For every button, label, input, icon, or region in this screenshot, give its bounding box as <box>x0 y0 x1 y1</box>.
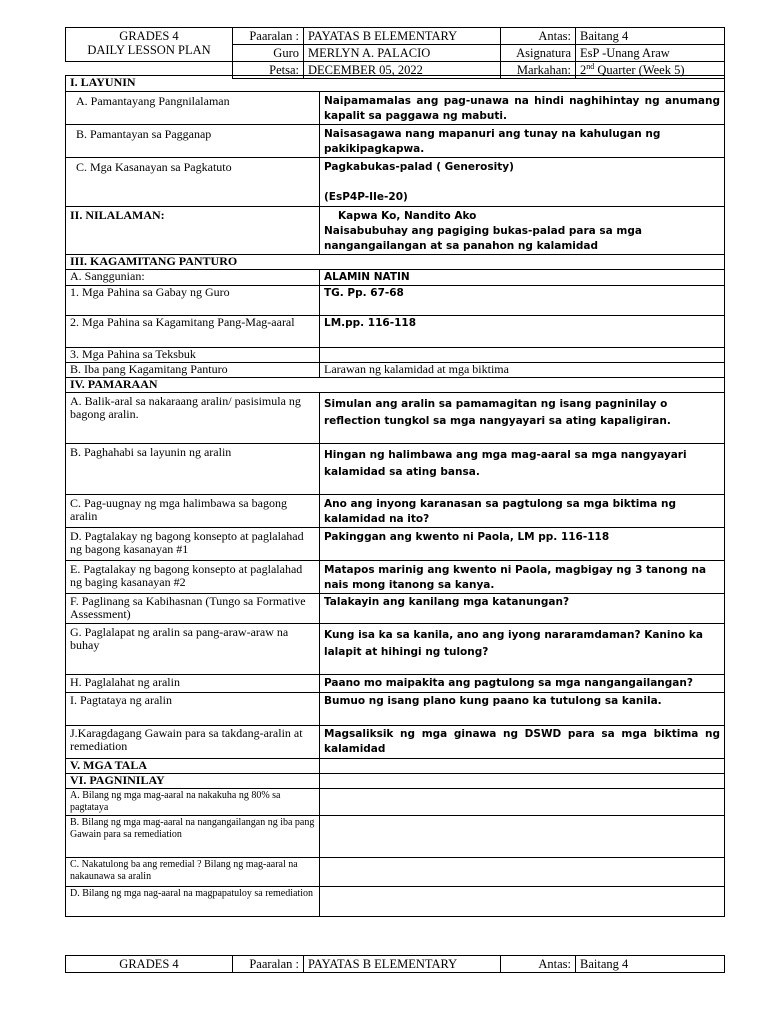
pagninilay-c-label: C. Nakatulong ba ang remedial ? Bilang ng mag-aaral na nakaunawa sa aralin <box>66 858 320 887</box>
antas-label: Antas: <box>501 28 576 45</box>
pamaraan-c-value: Ano ang inyong karanasan sa pagtulong sa mga biktima ng kalamidad na ito? <box>320 495 725 528</box>
paaralan-label: Paaralan : <box>233 28 304 45</box>
pamaraan-a-label: A. Balik-aral sa nakaraang aralin/ pasisimula ng bagong aralin. <box>66 393 320 444</box>
header-table <box>65 27 725 79</box>
antas-value: Baitang 4 <box>576 28 725 45</box>
guro-label: Guro <box>233 45 304 62</box>
teksbuk-label: 3. Mga Pahina sa Teksbuk <box>66 348 320 363</box>
pamaraan-e-label: E. Pagtalakay ng bagong konsepto at paglalahad ng baging kasanayan #2 <box>66 561 320 594</box>
footer-antas-label: Antas: <box>501 956 576 973</box>
footer-antas-value: Baitang 4 <box>576 956 725 973</box>
layunin-c-value-1: Pagkabukas-palad ( Generosity) <box>324 161 514 173</box>
pamaraan-f-label: F. Paglinang sa Kabihasnan (Tungo sa Formative Assessment) <box>66 594 320 624</box>
pamaraan-c-label: C. Pag-uugnay ng mga halimbawa sa bagong aralin <box>66 495 320 528</box>
layunin-b-label: B. Pamantayan sa Pagganap <box>66 125 320 158</box>
gabay-guro-label: 1. Mga Pahina sa Gabay ng Guro <box>66 286 320 316</box>
paaralan-value: PAYATAS B ELEMENTARY <box>304 28 501 45</box>
pamaraan-b-label: B. Paghahabi sa layunin ng aralin <box>66 444 320 495</box>
pamaraan-d-value: Pakinggan ang kwento ni Paola, LM pp. 116-118 <box>320 528 725 561</box>
lesson-plan-table <box>65 75 725 917</box>
section-nilalaman: II. NILALAMAN: <box>66 207 320 255</box>
pamaraan-g-label: G. Paglalapat ng aralin sa pang-araw-araw na buhay <box>66 624 320 675</box>
mag-aaral-value: LM.pp. 116-118 <box>320 316 725 348</box>
pamaraan-h-label: H. Paglalahat ng aralin <box>66 675 320 693</box>
nilalaman-line-2: Naisabubuhay ang pagiging bukas-palad para sa mga nangangailangan at sa panahon ng kalamidad <box>324 225 642 252</box>
pamaraan-i-value: Bumuo ng isang plano kung paano ka tutulong sa kanila. <box>320 693 725 726</box>
layunin-c-value-2: (EsP4P-IIe-20) <box>324 191 408 203</box>
pagninilay-b-label: B. Bilang ng mga mag-aaral na nangangailangan ng iba pang Gawain para sa remediation <box>66 816 320 858</box>
pagninilay-a-label: A. Bilang ng mga mag-aaral na nakakuha ng 80% sa pagtataya <box>66 789 320 816</box>
guro-value: MERLYN A. PALACIO <box>304 45 501 62</box>
layunin-b-value: Naisasagawa nang mapanuri ang tunay na kahulugan ng pakikipagkapwa. <box>320 125 725 158</box>
iba-label: B. Iba pang Kagamitang Panturo <box>66 363 320 378</box>
layunin-a-value: Naipamamalas ang pag-unawa na hindi naghihintay ng anumang kapalit sa paggawa ng mabuti. <box>320 92 725 125</box>
grade-line-1: GRADES 4 <box>119 29 179 43</box>
pamaraan-a-value: Simulan ang aralin sa pamamagitan ng isang pagninilay o reflection tungkol sa mga nangyayari sa ating kapaligiran. <box>320 393 725 444</box>
pagninilay-value <box>320 774 725 789</box>
pamaraan-h-value: Paano mo maipakita ang pagtulong sa mga nangangailangan? <box>320 675 725 693</box>
footer-paaralan-value: PAYATAS B ELEMENTARY <box>304 956 501 973</box>
markahan-value: 2nd Quarter (Week 5) <box>576 62 725 79</box>
pagninilay-b-value <box>320 816 725 858</box>
sanggunian-label: A. Sanggunian: <box>66 270 320 286</box>
pagninilay-d-label: D. Bilang ng mga nag-aaral na magpapatuloy sa remediation <box>66 887 320 917</box>
footer-paaralan-label: Paaralan : <box>233 956 304 973</box>
teksbuk-value <box>320 348 725 363</box>
iba-value: Larawan ng kalamidad at mga biktima <box>320 363 725 378</box>
mag-aaral-label: 2. Mga Pahina sa Kagamitang Pang-Mag-aaral <box>66 316 320 348</box>
layunin-c-value <box>320 158 725 207</box>
asignatura-label: Asignatura <box>501 45 576 62</box>
section-pagninilay: VI. PAGNINILAY <box>66 774 320 789</box>
pamaraan-e-value: Matapos marinig ang kwento ni Paola, magbigay ng 3 tanong na nais mong itanong sa kanya. <box>320 561 725 594</box>
nilalaman-line-1: Kapwa Ko, Nandito Ako <box>338 210 477 222</box>
sanggunian-value: ALAMIN NATIN <box>320 270 725 286</box>
footer-table <box>65 955 725 973</box>
pamaraan-j-value: Magsaliksik ng mga ginawa ng DSWD para sa mga biktima ng kalamidad <box>320 726 725 759</box>
section-pamaraan: IV. PAMARAAN <box>66 378 725 393</box>
pamaraan-d-label: D. Pagtalakay ng bagong konsepto at paglalahad ng bagong kasanayan #1 <box>66 528 320 561</box>
pagninilay-c-value <box>320 858 725 887</box>
markahan-label: Markahan: <box>501 62 576 79</box>
nilalaman-value <box>320 207 725 255</box>
tala-value <box>320 759 725 774</box>
grade-cell <box>66 28 233 62</box>
pamaraan-i-label: I. Pagtataya ng aralin <box>66 693 320 726</box>
footer-grade: GRADES 4 <box>66 956 233 973</box>
pagninilay-a-value <box>320 789 725 816</box>
section-tala: V. MGA TALA <box>66 759 320 774</box>
petsa-value: DECEMBER 05, 2022 <box>304 62 501 79</box>
pagninilay-d-value <box>320 887 725 917</box>
section-layunin: I. LAYUNIN <box>66 76 725 92</box>
pamaraan-g-value: Kung isa ka sa kanila, ano ang iyong nararamdaman? Kanino ka lalapit at hihingi ng tulong? <box>320 624 725 675</box>
pamaraan-f-value: Talakayin ang kanilang mga katanungan? <box>320 594 725 624</box>
section-kagamitang: III. KAGAMITANG PANTURO <box>66 255 725 270</box>
gabay-guro-value: TG. Pp. 67-68 <box>320 286 725 316</box>
pamaraan-j-label: J.Karagdagang Gawain para sa takdang-aralin at remediation <box>66 726 320 759</box>
layunin-a-label: A. Pamantayang Pangnilalaman <box>66 92 320 125</box>
pamaraan-b-value: Hingan ng halimbawa ang mga mag-aaral sa mga nangyayari kalamidad sa ating bansa. <box>320 444 725 495</box>
grade-line-2: DAILY LESSON PLAN <box>87 43 211 57</box>
layunin-c-label: C. Mga Kasanayan sa Pagkatuto <box>66 158 320 207</box>
petsa-label: Petsa: <box>233 62 304 79</box>
asignatura-value: EsP -Unang Araw <box>576 45 725 62</box>
